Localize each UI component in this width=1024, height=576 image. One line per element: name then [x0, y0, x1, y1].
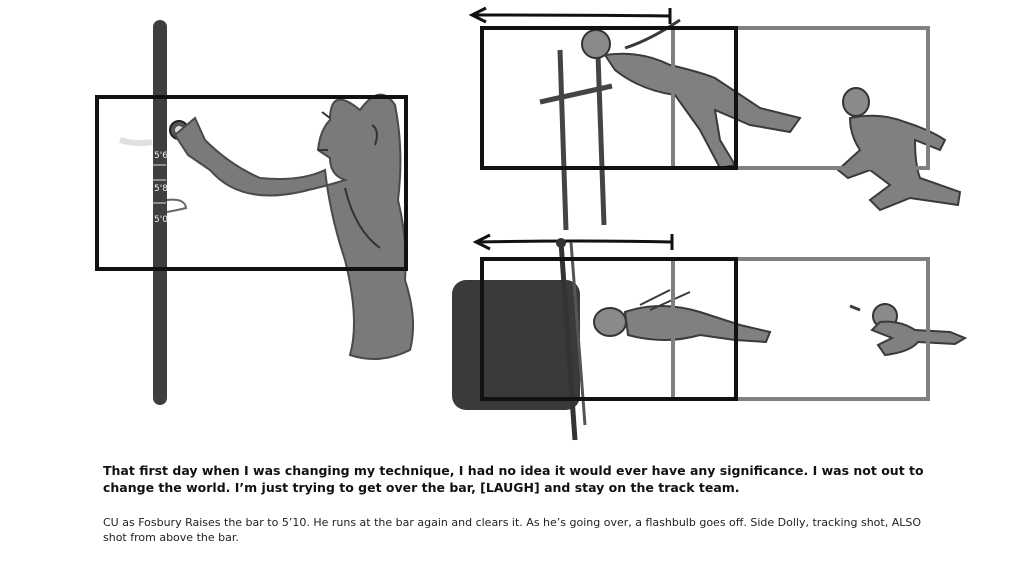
pole-mark-3: 5'0	[154, 215, 168, 225]
panel-closeup	[97, 20, 413, 405]
dolly-arrow-top	[472, 8, 670, 24]
fosbury-figure-closeup	[175, 95, 413, 359]
runner-overhead	[850, 304, 965, 355]
runner-approaching	[838, 88, 960, 210]
high-jump-standard	[153, 20, 167, 405]
jumper-overhead	[594, 290, 770, 342]
dolly-arrow-bottom	[476, 234, 672, 250]
pole-mark-2: 5'8	[154, 184, 168, 194]
dialogue-caption: That first day when I was changing my technique, I had no idea it would ever have any significance. I was not out to change the world. I’m just trying to get over the bar, [LAUGH] and stay on the track team.	[103, 463, 924, 495]
panel-side-dolly	[472, 8, 960, 230]
shot-direction-caption: CU as Fosbury Raises the bar to 5’10. He runs at the bar again and clears it. As he’s going over, a flashbulb goes off. Side Dolly, tracking shot, ALSO shot from above the bar.	[103, 516, 921, 544]
jumper-clearing-bar	[582, 20, 800, 168]
landing-mat	[452, 280, 580, 410]
pole-mark-1: 5'6	[154, 151, 168, 161]
panel-overhead	[452, 234, 965, 440]
